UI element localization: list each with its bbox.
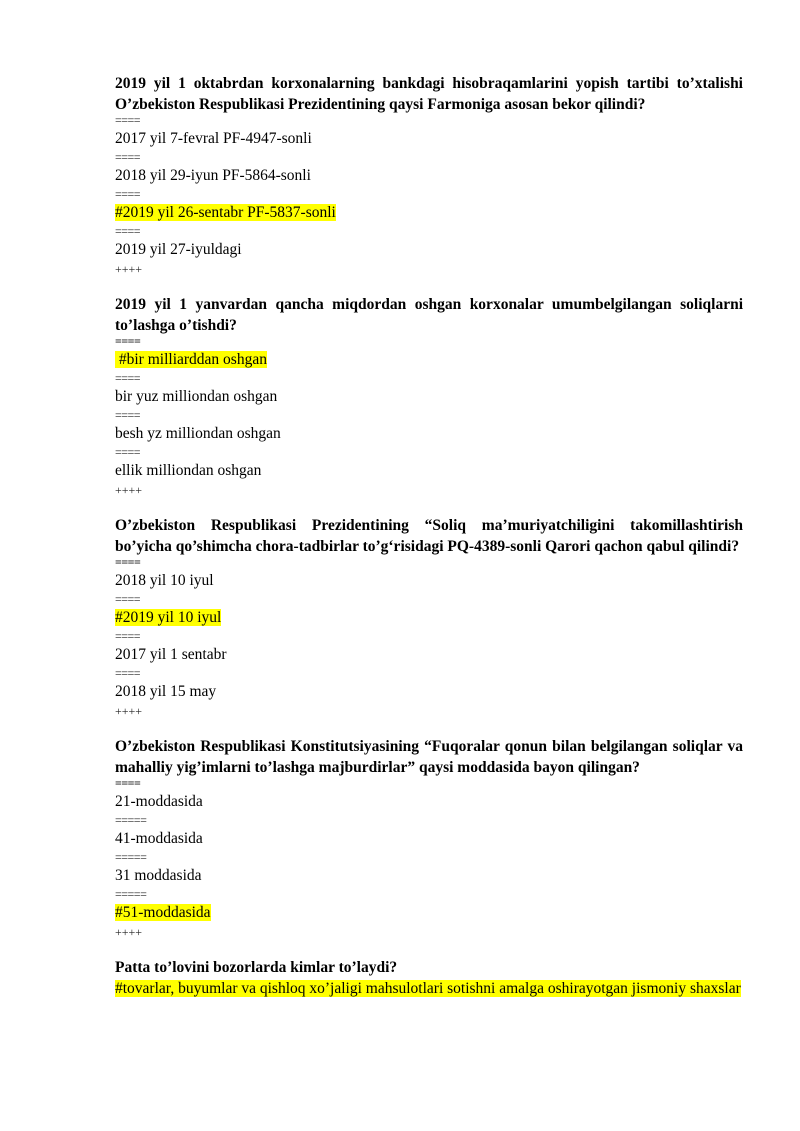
separator: ====	[115, 187, 141, 201]
separator: ====	[115, 629, 141, 643]
separator: ====	[115, 408, 141, 422]
question-end-marker: ++++	[115, 704, 143, 718]
question-end-marker: ++++	[115, 262, 143, 276]
separator: ====	[115, 776, 141, 790]
separator: ====	[115, 666, 141, 680]
separator: =====	[115, 850, 147, 864]
answer-option: besh yz milliondan oshgan	[115, 425, 281, 442]
separator: ====	[115, 334, 141, 348]
answer-option: 2019 yil 27-iyuldagi	[115, 241, 242, 258]
separator: ====	[115, 113, 141, 127]
correct-answer-option: #51-moddasida	[115, 904, 211, 921]
correct-answer-option: #bir milliarddan oshgan	[115, 351, 267, 368]
question-end-marker: ++++	[115, 483, 143, 497]
correct-answer-option: #tovarlar, buyumlar va qishloq xo’jaligi mahsulotlari sotishni amalga oshirayotgan jismoniy shaxslar	[115, 979, 741, 997]
separator: ====	[115, 555, 141, 569]
question-text: 2019 yil 1 yanvardan qancha miqdordan oshgan korxonalar umumbelgilangan soliqlarni to’lashga o’tishdi?	[115, 296, 743, 334]
separator: ====	[115, 592, 141, 606]
answer-option: 2018 yil 15 may	[115, 683, 217, 700]
question-text: O’zbekiston Respublikasi Prezidentining “Soliq ma’muriyatchiligini takomillashtirish bo’yicha qo’shimcha chora-tadbirlar to’g‘risidagi PQ-4389-sonli Qarori qachon qabul qilindi?	[115, 517, 743, 555]
answer-option: 41-moddasida	[115, 830, 203, 847]
question-block-1	[115, 74, 743, 275]
question-block-2	[115, 295, 743, 496]
separator: ====	[115, 371, 141, 385]
question-end-marker: ++++	[115, 925, 143, 939]
answer-option: ellik milliondan oshgan	[115, 462, 262, 479]
question-block-3	[115, 516, 743, 717]
answer-option: 2017 yil 7-fevral PF-4947-sonli	[115, 130, 312, 147]
separator: =====	[115, 813, 147, 827]
separator: =====	[115, 887, 147, 901]
question-text: 2019 yil 1 oktabrdan korxonalarning bankdagi hisobraqamlarini yopish tartibi to’xtalishi O’zbekiston Respublikasi Prezidentining qaysi Farmoniga asosan bekor qilindi?	[115, 75, 743, 113]
question-block-5	[115, 958, 743, 999]
answer-option: 2017 yil 1 sentabr	[115, 646, 227, 663]
correct-answer-option: #2019 yil 26-sentabr PF-5837-sonli	[115, 204, 336, 221]
separator: ====	[115, 150, 141, 164]
answer-option: 31 moddasida	[115, 867, 202, 884]
answer-option: 21-moddasida	[115, 793, 203, 810]
answer-option: 2018 yil 29-iyun PF-5864-sonli	[115, 167, 311, 184]
correct-answer-option: #2019 yil 10 iyul	[115, 609, 222, 626]
answer-option: bir yuz milliondan oshgan	[115, 388, 278, 405]
quiz-content	[115, 74, 743, 999]
separator: ====	[115, 445, 141, 459]
question-block-4	[115, 737, 743, 938]
question-text: Patta to’lovini bozorlarda kimlar to’laydi?	[115, 959, 398, 976]
answer-option: 2018 yil 10 iyul	[115, 572, 214, 589]
question-text: O’zbekiston Respublikasi Konstitutsiyasining “Fuqoralar qonun bilan belgilangan soliqlar va mahalliy yig’imlarni to’lashga majburdirlar” qaysi moddasida bayon qilingan?	[115, 738, 743, 776]
separator: ====	[115, 224, 141, 238]
